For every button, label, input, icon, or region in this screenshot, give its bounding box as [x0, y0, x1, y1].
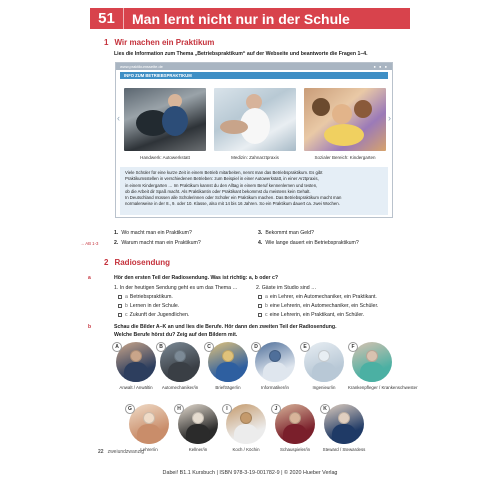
job-person-shape [269, 350, 281, 362]
isbn-line: Dabei! B1.1 Kursbuch | ISBN 978-3-19-001782-9 | © 2020 Hueber Verlag [162, 470, 338, 476]
job-person-shape [130, 350, 142, 362]
task-b-instruction-2: Welche Berufe hörst du? Zeig auf den Bildern mit. [114, 332, 238, 338]
question-3: 3. Bekommt man Geld? [258, 230, 315, 236]
info-text-line: In Deutschland müssen alle Schülerinnen oder Schüler ein Praktikum machen. Das Betriebspraktikum macht man [125, 195, 342, 201]
workbook-reference: → AB 1-3 [80, 241, 99, 246]
task-a-instruction: Hör den ersten Teil der Radiosendung. Was ist richtig: a, b oder c? [114, 275, 279, 281]
section-1-title: 1 Wir machen ein Praktikum [104, 38, 215, 47]
radio-question-1: 1. In der heutigen Sendung geht es um das Thema … [114, 285, 238, 291]
browser-url: www.praktikumsseite.de [120, 64, 163, 69]
radio-option[interactable]: a Betriebspraktikum. [118, 294, 173, 300]
photo-row [124, 88, 386, 151]
checkbox-icon[interactable] [258, 313, 262, 317]
radio-question-2: 2. Gäste im Studio sind … [256, 285, 317, 291]
job-person-body [263, 362, 287, 382]
job-card[interactable] [204, 342, 252, 390]
checkbox-icon[interactable] [118, 313, 122, 317]
job-photo [208, 342, 248, 382]
task-a-label: a [88, 275, 91, 281]
job-person-body [360, 362, 384, 382]
job-card[interactable] [348, 342, 418, 390]
job-letter: I [222, 404, 232, 414]
info-text [120, 167, 388, 215]
job-letter: C [204, 342, 214, 352]
job-letter: F [348, 342, 358, 352]
job-photo [160, 342, 200, 382]
job-photo [304, 342, 344, 382]
job-person-shape [289, 412, 301, 424]
job-name: Automechaniker/in [161, 385, 199, 390]
checkbox-icon[interactable] [258, 295, 262, 299]
job-letter: A [112, 342, 122, 352]
job-letter: J [271, 404, 281, 414]
job-name: Kellner/in [188, 447, 208, 452]
window-controls-icon: ● ● ● [373, 64, 388, 69]
job-name: Krankenpfleger / Krankenschwester [348, 385, 418, 390]
carousel-left-arrow-icon[interactable]: ‹ [117, 113, 120, 123]
task-b-label: b [88, 324, 92, 330]
radio-option[interactable]: b eine Lehrerin, ein Automechaniker, ein Schüler. [258, 303, 378, 309]
radio-option[interactable]: c Zukunft der Jugendlichen. [118, 312, 189, 318]
caption-2: Medizin: Zahnarztpraxis [231, 155, 279, 160]
job-letter: G [125, 404, 135, 414]
page-number: 22 [98, 449, 104, 455]
job-person-body [312, 362, 336, 382]
job-person-body [283, 424, 307, 444]
job-card[interactable] [174, 404, 222, 452]
job-card[interactable] [271, 404, 319, 452]
task-b-instruction-1: Schau die Bilder A–K an und lies die Berufe. Hör dann den zweiten Teil der Radiosendung. [114, 324, 337, 330]
job-card[interactable] [222, 404, 270, 452]
info-text-line: Viele Schüler für eine kurze Zeit in einem Betrieb mitarbeiten, nennt man das Betriebspraktikum. Es gibt [125, 170, 323, 175]
page-footer [98, 449, 144, 455]
info-text-line: Praktikumsstellen in verschiedenen Betrieben: zum Beispiel in einer Autowerkstatt, in einer Arztpraxis, [125, 176, 319, 182]
section-2-title: 2 Radiosendung [104, 258, 171, 267]
job-card[interactable] [156, 342, 204, 390]
info-text-line: in einem Kindergarten … Im Praktikum kannst du den Alltag in einem Beruf kennenlernen und testen, [125, 182, 318, 188]
chapter-number: 51 [90, 8, 124, 29]
job-card[interactable] [125, 404, 173, 452]
info-text-line: normalerweise in der 8., 9. oder 10. Klasse, also mit 14 bis 16 Jahren. So ein Praktikum dauert ca. zwei Wochen. [125, 201, 340, 207]
job-letter: B [156, 342, 166, 352]
job-person-shape [240, 412, 252, 424]
question-2: 2. Warum macht man ein Praktikum? [114, 240, 201, 246]
checkbox-icon[interactable] [118, 304, 122, 308]
job-name: Briefträger/in [215, 385, 241, 390]
job-letter: D [251, 342, 261, 352]
question-4: 4. Wie lange dauert ein Betriebspraktikum? [258, 240, 359, 246]
job-letter: H [174, 404, 184, 414]
job-name: Koch / Köchin [232, 447, 260, 452]
info-title: INFO ZUM BETRIEBSPRAKTIKUM [120, 72, 388, 79]
job-card[interactable] [320, 404, 368, 452]
job-photo [352, 342, 392, 382]
website-mockup [115, 62, 393, 218]
job-card[interactable] [300, 342, 348, 390]
job-letter: E [300, 342, 310, 352]
caption-3: Sozialer Bereich: Kindergarten [314, 155, 376, 160]
job-photo [129, 404, 169, 444]
job-name: Anwalt / Anwältin [119, 385, 153, 390]
radio-option[interactable]: b Lernen in der Schule. [118, 303, 179, 309]
checkbox-icon[interactable] [258, 304, 262, 308]
caption-1: Handwerk: Autowerkstatt [140, 155, 190, 160]
photo-kindergarten [304, 88, 386, 151]
browser-address-bar [116, 63, 392, 70]
job-person-shape [174, 350, 186, 362]
carousel-right-arrow-icon[interactable]: › [388, 113, 391, 123]
section-1-instruction: Lies die Information zum Thema „Betriebspraktikum“ auf der Webseite und beantworte die Fragen 1–4. [114, 51, 368, 57]
job-person-shape [192, 412, 204, 424]
info-text-line: ob die Arbeit dir Spaß macht. Als Praktikantin oder Praktikant bekommst du meistens kein Gehalt. [125, 188, 311, 194]
job-person-body [124, 362, 148, 382]
job-photo [178, 404, 218, 444]
photo-dental-practice [214, 88, 296, 151]
job-photo [116, 342, 156, 382]
job-person-shape [338, 412, 350, 424]
job-name: Lehrer/in [140, 447, 158, 452]
chapter-title: Man lernt nicht nur in der Schule [132, 10, 350, 27]
job-card[interactable] [251, 342, 299, 390]
job-name: Ingenieur/in [312, 385, 336, 390]
job-name: Steward / Stewardess [322, 447, 366, 452]
job-letter: K [320, 404, 330, 414]
page-number-word: zweiundzwanzig [107, 449, 144, 455]
checkbox-icon[interactable] [118, 295, 122, 299]
chapter-header [90, 8, 410, 29]
radio-option[interactable]: c eine Lehrerin, ein Praktikant, ein Schüler. [258, 312, 364, 318]
job-person-body [234, 424, 258, 444]
job-person-shape [366, 350, 378, 362]
job-photo [255, 342, 295, 382]
job-card[interactable] [112, 342, 160, 390]
job-photo [275, 404, 315, 444]
job-person-shape [143, 412, 155, 424]
job-person-body [332, 424, 356, 444]
question-1: 1. Wo macht man ein Praktikum? [114, 230, 192, 236]
job-name: Schauspieler/in [279, 447, 311, 452]
job-photo [324, 404, 364, 444]
job-person-body [168, 362, 192, 382]
job-person-body [216, 362, 240, 382]
job-person-shape [318, 350, 330, 362]
job-photo [226, 404, 266, 444]
job-person-body [137, 424, 161, 444]
job-person-shape [222, 350, 234, 362]
job-name: Informatiker/in [261, 385, 289, 390]
radio-option[interactable]: a ein Lehrer, ein Automechaniker, ein Praktikant. [258, 294, 377, 300]
job-person-body [186, 424, 210, 444]
photo-car-workshop [124, 88, 206, 151]
